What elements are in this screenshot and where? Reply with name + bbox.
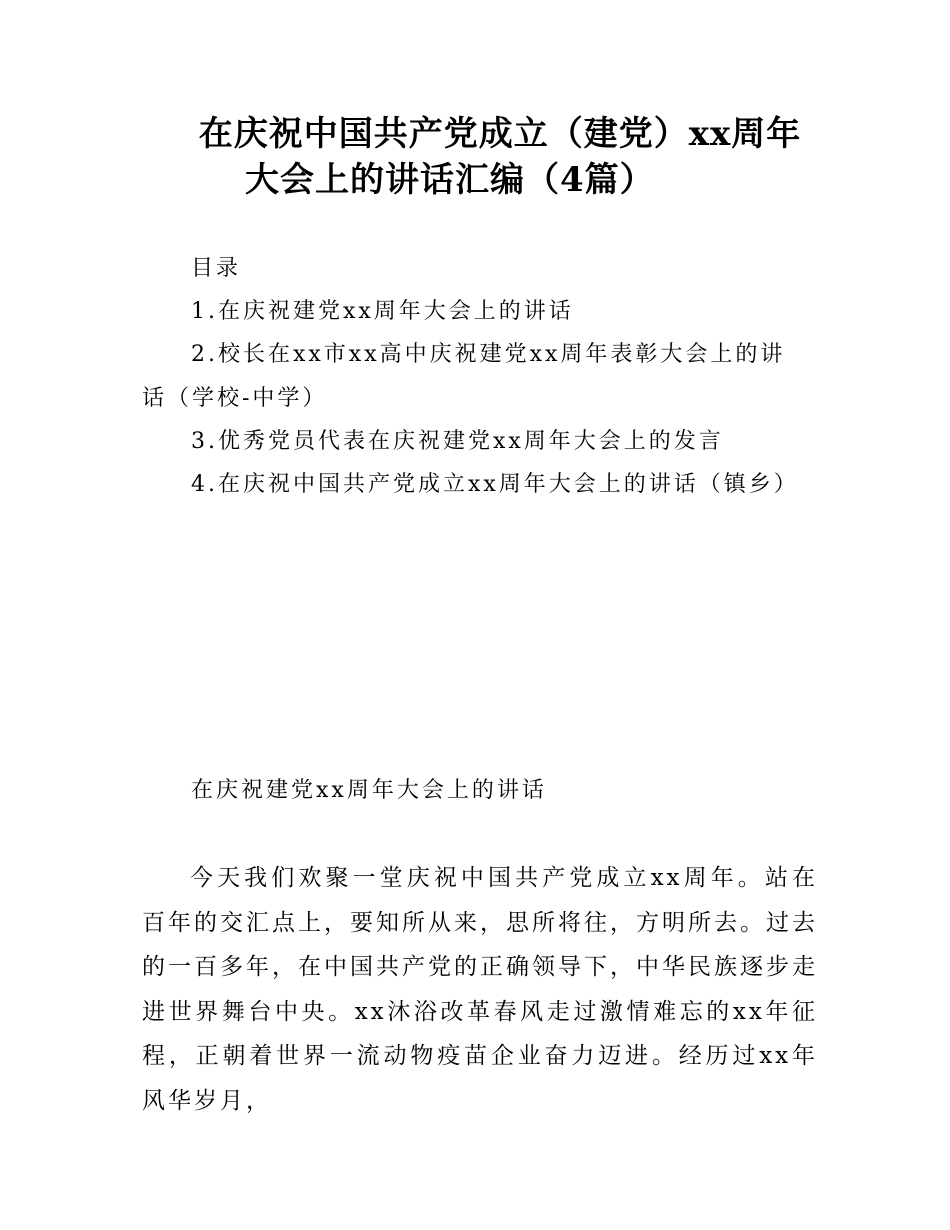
document-title-line-1: 在庆祝中国共产党成立（建党）xx周年 — [198, 114, 802, 154]
toc-item-2: 2.校长在xx市xx高中庆祝建党xx周年表彰大会上的讲 — [191, 342, 786, 367]
document-title-line-2: 大会上的讲话汇编（4篇） — [245, 160, 655, 200]
toc-item-3: 3.优秀党员代表在庆祝建党xx周年大会上的发言 — [191, 429, 724, 454]
toc-item-2-continued: 话（学校-中学） — [142, 386, 328, 411]
section-title: 在庆祝建党xx周年大会上的讲话 — [191, 778, 547, 803]
toc-item-4: 4.在庆祝中国共产党成立xx周年大会上的讲话（镇乡） — [191, 472, 799, 497]
body-paragraph: 今天我们欢聚一堂庆祝中国共产党成立xx周年。站在百年的交汇点上，要知所从来，思所将往，方明所去。过去的一百多年，在中国共产党的正确领导下，中华民族逐步走进世界舞台中央。xx沐浴改革春风走过激情难忘的xx年征程，正朝着世界一流动物疫苗企业奋力迈进。经历过xx年风华岁月， — [142, 865, 818, 1114]
toc-heading: 目录 — [191, 256, 242, 281]
toc-item-1: 1.在庆祝建党xx周年大会上的讲话 — [191, 299, 574, 324]
